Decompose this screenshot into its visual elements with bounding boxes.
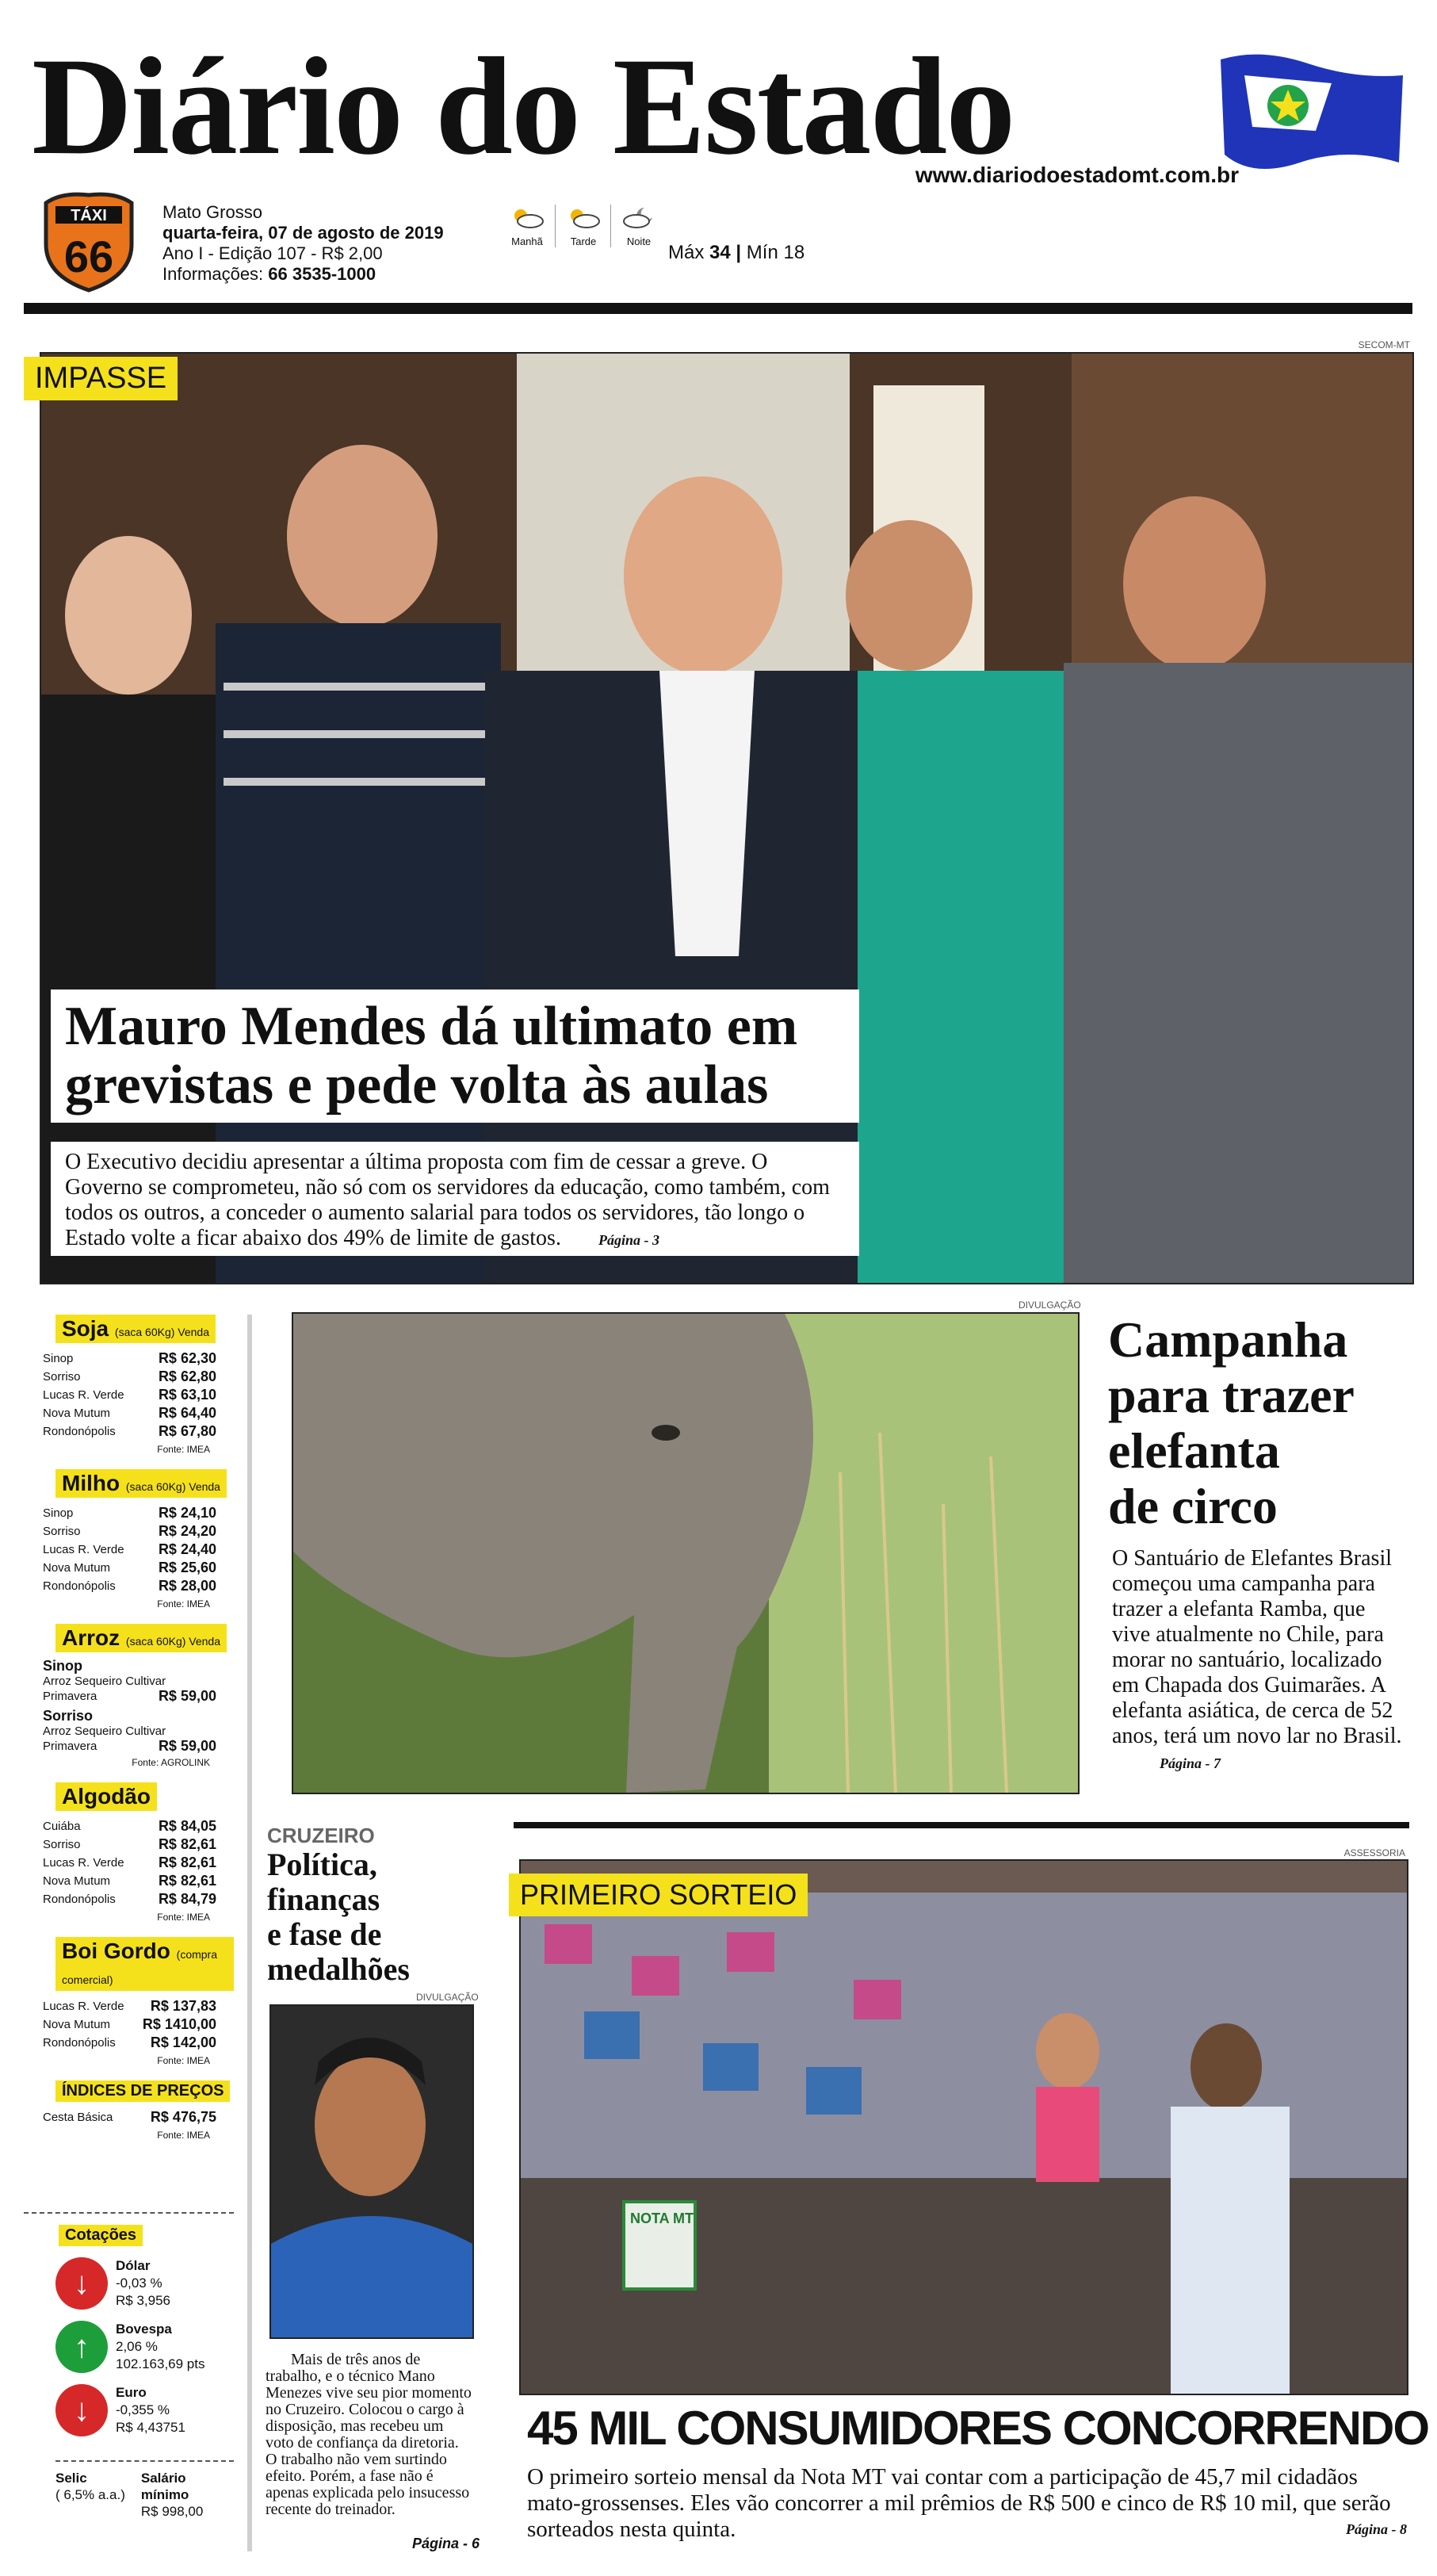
quote-row: Sorriso R$ 24,20 (43, 1523, 216, 1539)
quote-row: Cuiába R$ 84,05 (43, 1818, 216, 1834)
boi-title: Boi Gordo (compra comercial) (55, 1937, 234, 1991)
quote-row: Nova Mutum R$ 25,60 (43, 1560, 216, 1575)
svg-text:66: 66 (63, 232, 114, 281)
sidebar-divider (247, 1315, 252, 2551)
quote-row: Sinop R$ 62,30 (43, 1350, 216, 1366)
quote-row: Lucas R. Verde R$ 137,83 (43, 1998, 216, 2014)
weather-afternoon: Tarde (555, 205, 611, 247)
store-photo-credit: ASSESSORIA (1343, 1847, 1405, 1858)
cotacao-euro: ↓ Euro -0,355 % R$ 4,43751 (55, 2384, 234, 2436)
quote-row: Rondonópolis R$ 67,80 (43, 1423, 216, 1439)
weather-morning: Manhã (499, 205, 555, 247)
store-rule (514, 1822, 1409, 1828)
elephant-headline[interactable]: Campanha para trazer elefanta de circo (1108, 1311, 1355, 1534)
issue-contact: Informações: 66 3535-1000 (162, 264, 376, 284)
issue-edition: Ano I - Edição 107 - R$ 2,00 (162, 243, 383, 263)
milho-title: Milho (saca 60Kg) Venda (55, 1469, 227, 1498)
lead-headline-box (51, 989, 859, 1123)
store-headline[interactable]: 45 MIL CONSUMIDORES CONCORRENDO (527, 2402, 1429, 2455)
newspaper-title: Diário do Estado (32, 29, 1015, 184)
cruzeiro-headline[interactable]: Política, finanças e fase de medalhões (267, 1847, 410, 1987)
store-page-ref[interactable]: Página - 8 (1345, 2521, 1407, 2537)
issue-date: quarta-feira, 07 de agosto de 2019 (162, 223, 444, 243)
arroz-block: Sinop Arroz Sequeiro Cultivar Primavera R$ 59,00 Sorriso Arroz Sequeiro Cultivar Primavera R$ 59,00 (43, 1658, 216, 1754)
elephant-page-ref[interactable]: Página - 7 (1160, 1755, 1221, 1771)
masthead-rule (24, 303, 1412, 314)
milho-source: Fonte: IMEA (157, 1598, 210, 1610)
quote-row: Sinop R$ 24,10 (43, 1505, 216, 1521)
issue-state: Mato Grosso (162, 202, 262, 222)
store-tag: PRIMEIRO SORTEIO (509, 1874, 808, 1916)
soja-title: Soja (saca 60Kg) Venda (55, 1315, 216, 1343)
lead-tag: IMPASSE (24, 357, 178, 400)
indices-title: ÍNDICES DE PREÇOS (55, 2080, 230, 2102)
cotacoes-title: Cotações (59, 2225, 143, 2246)
quote-row: Nova Mutum R$ 82,61 (43, 1873, 216, 1889)
store-photo[interactable] (519, 1859, 1408, 2395)
lead-page-ref[interactable]: Página - 3 (598, 1232, 659, 1248)
quote-row: Lucas R. Verde R$ 63,10 (43, 1387, 216, 1403)
quote-row: Rondonópolis R$ 84,79 (43, 1891, 216, 1907)
arroz-title: Arroz (saca 60Kg) Venda (55, 1624, 227, 1652)
elephant-photo[interactable] (292, 1312, 1080, 1794)
cruzeiro-page-ref[interactable]: Página - 6 (412, 2536, 480, 2551)
indices-source: Fonte: IMEA (157, 2130, 210, 2141)
soja-source: Fonte: IMEA (157, 1444, 210, 1455)
mato-grosso-flag-icon (1213, 44, 1411, 178)
issue-info (162, 202, 444, 285)
lead-summary: O Executivo decidiu apresentar a última proposta com fim de cessar a greve. O Governo se comprometeu, não só com os servidores da educação, como também, com todos os outros, a conceder o aumento salarial para todos os servidores, tão longo o Estado volte a ficar abaixo dos 49% de limite de gastos. Página - 3 (65, 1150, 830, 1250)
moon-cloud-icon (621, 206, 657, 228)
lead-summary-box (51, 1142, 859, 1256)
algodao-title: Algodão (55, 1782, 157, 1811)
quote-row: Lucas R. Verde R$ 24,40 (43, 1541, 216, 1557)
cotacao-dolar: ↓ Dólar -0,03 % R$ 3,956 (55, 2257, 234, 2310)
store-summary: O primeiro sorteio mensal da Nota MT vai contar com a participação de 45,7 mil cidadãos mato-grossenses. Eles vão concorrer a mil prêmios de R$ 500 e cinco de R$ 10 mil, que serão sorteados nesta quinta. Página - 8 (527, 2464, 1407, 2542)
weather-night: Noite (610, 205, 667, 247)
lead-headline[interactable]: Mauro Mendes dá ultimato em grevistas e pede volta às aulas (65, 996, 798, 1116)
quote-row: Sorriso R$ 82,61 (43, 1836, 216, 1852)
nota-mt-sign: NOTA MT (630, 2210, 694, 2226)
soja-rows (24, 1349, 234, 1441)
elephant-summary: O Santuário de Elefantes Brasil começou uma campanha para trazer a elefanta Ramba, que vive atualmente no Chile, para morar no santuário, localizado em Chapada dos Guimarães. A elefanta asiática, de cerca de 52 anos, terá um novo lar no Brasil. Página - 7 (1112, 1546, 1402, 1771)
lead-photo-credit: SECOM-MT (1358, 339, 1410, 350)
arrow-down-icon: ↓ (55, 2257, 108, 2310)
cotacoes-box (24, 2212, 234, 2520)
boi-source: Fonte: IMEA (157, 2055, 210, 2066)
quote-row: Lucas R. Verde R$ 82,61 (43, 1854, 216, 1870)
quote-row: Sorriso R$ 62,80 (43, 1368, 216, 1384)
elephant-illustration (293, 1314, 1078, 1793)
cotacao-bovespa: ↑ Bovespa 2,06 % 102.163,69 pts (55, 2321, 234, 2373)
quote-row: Nova Mutum R$ 1410,00 (43, 2016, 216, 2032)
algodao-source: Fonte: IMEA (157, 1912, 210, 1923)
taxi-66-badge-icon (38, 189, 139, 293)
quote-row: Cesta Básica R$ 476,75 (43, 2109, 216, 2125)
website-url[interactable]: www.diariodoestadomt.com.br (915, 163, 1239, 187)
quote-row: Nova Mutum R$ 64,40 (43, 1405, 216, 1421)
sun-cloud-icon (509, 206, 545, 228)
cruzeiro-summary: Mais de três anos de trabalho, e o técnico Mano Menezes vive seu pior momento no Cruzeiro. Colocou o cargo à disposição, mas recebeu um voto de confiança da diretoria. O trabalho não vem surtindo efeito. Porém, a fase não é apenas explicada pelo insucesso recente do treinador. (266, 2351, 472, 2518)
cruzeiro-photo-credit: DIVULGAÇÃO (416, 1992, 479, 2003)
arroz-source: Fonte: AGROLINK (132, 1757, 210, 1768)
svg-text:TÁXI: TÁXI (71, 207, 107, 224)
quote-row: Rondonópolis R$ 28,00 (43, 1578, 216, 1594)
sun-cloud-icon (565, 206, 602, 228)
elephant-photo-credit: DIVULGAÇÃO (1019, 1299, 1081, 1311)
quote-row: Rondonópolis R$ 142,00 (43, 2034, 216, 2050)
selic-salario: Selic ( 6,5% a.a.) Salário mínimo R$ 998,00 (55, 2460, 234, 2520)
temperature: Máx 34 | Mín 18 (668, 242, 805, 263)
cruzeiro-photo[interactable] (269, 2004, 474, 2339)
coach-illustration (271, 2006, 472, 2337)
store-illustration (521, 1861, 1407, 2394)
arrow-down-icon: ↓ (55, 2384, 108, 2436)
cruzeiro-kicker: CRUZEIRO (267, 1824, 375, 1847)
arrow-up-icon: ↑ (55, 2321, 108, 2373)
